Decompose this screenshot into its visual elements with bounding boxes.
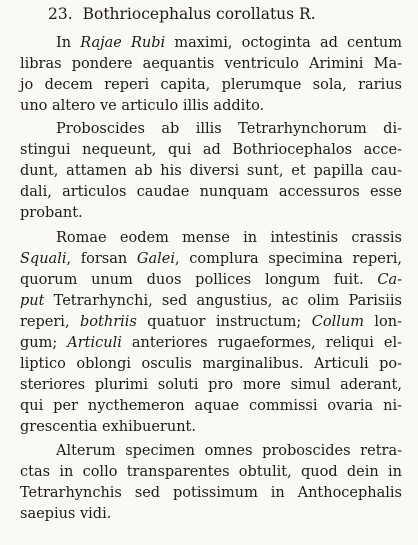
text-line: [20, 291, 402, 312]
text-run: maximi, octoginta ad centum: [165, 35, 402, 51]
text-run: dunt, attamen ab his diversi sunt, et papilla cau-: [20, 163, 402, 179]
text-run: grescentia exhibuerunt.: [20, 419, 196, 435]
text-line: [20, 504, 402, 525]
text-run: Romae eodem mense in intestinis crassis: [56, 230, 402, 246]
italic-term: Collum: [311, 314, 364, 330]
italic-term: Ca-: [377, 272, 402, 288]
paragraph-proboscides: [20, 119, 402, 224]
text-run: Tetrarhynchis sed potissimum in Anthocephalis: [20, 485, 402, 501]
text-line: [20, 354, 402, 375]
text-run: saepius vidi.: [20, 506, 112, 522]
text-run: , complura specimina reperi,: [174, 251, 403, 267]
text-run: gum;: [20, 335, 68, 351]
text-run: dali, articulos caudae nunquam accessuros esse: [20, 184, 402, 200]
species-heading: [48, 3, 316, 25]
paragraph-alterum-specimen: [20, 441, 402, 525]
text-line: [20, 96, 402, 117]
italic-term: Galei: [136, 251, 175, 267]
text-line: [20, 54, 402, 75]
species-number: 23.: [48, 5, 73, 23]
text-run: jo decem reperi capita, plerumque sola, rarius: [20, 77, 402, 93]
text-run: reperi,: [20, 314, 81, 330]
italic-term: Articuli: [67, 335, 122, 351]
text-line: [20, 119, 402, 140]
text-line: [20, 161, 402, 182]
italic-term: bothriis: [80, 314, 137, 330]
text-run: liptico oblongi osculis marginalibus. Articuli po-: [20, 356, 402, 372]
species-title: Bothriocephalus corollatus R.: [82, 5, 316, 23]
italic-term: Squali: [20, 251, 67, 267]
text-line: [20, 396, 402, 417]
text-run: steriores plurimi soluti pro more simul aderant,: [20, 377, 402, 393]
text-run: libras pondere aequantis ventriculo Arimini Ma-: [20, 56, 402, 72]
text-line: [20, 203, 402, 224]
text-line: [20, 75, 402, 96]
text-run: lon-: [363, 314, 402, 330]
italic-term: put: [20, 293, 45, 309]
text-line: [20, 483, 402, 504]
italic-term: Rajae Rubi: [80, 35, 166, 51]
text-run: Tetrarhynchi, sed angustius, ac olim Parisiis: [44, 293, 402, 309]
text-line: [20, 270, 402, 291]
text-line: [20, 140, 402, 161]
text-run: In: [56, 35, 81, 51]
paragraph-host-rajae: [20, 33, 402, 117]
text-run: qui per nycthemeron aquae commissi ovaria ni-: [20, 398, 402, 414]
text-line: [20, 228, 402, 249]
text-run: Proboscides ab illis Tetrarhynchorum di-: [56, 121, 402, 137]
text-run: Alterum specimen omnes proboscides retra-: [56, 443, 402, 459]
text-run: stingui nequeunt, qui ad Bothriocephalos acce-: [20, 142, 402, 158]
text-line: [20, 182, 402, 203]
text-run: , forsan: [66, 251, 137, 267]
text-line: [20, 441, 402, 462]
text-run: anteriores rugaeformes, reliqui el-: [121, 335, 402, 351]
text-line: [20, 33, 402, 54]
text-line: [20, 417, 402, 438]
text-run: ctas in collo transparentes obtulit, quod dein in: [20, 464, 402, 480]
text-run: quorum unum duos pollices longum fuit.: [20, 272, 378, 288]
text-run: uno altero ve articulo illis addito.: [20, 98, 265, 114]
text-line: [20, 375, 402, 396]
text-line: [20, 249, 402, 270]
text-line: [20, 462, 402, 483]
text-line: [20, 333, 402, 354]
text-run: probant.: [20, 205, 83, 221]
paragraph-romae: [20, 228, 402, 438]
text-line: [20, 312, 402, 333]
text-run: quatuor instructum;: [136, 314, 312, 330]
